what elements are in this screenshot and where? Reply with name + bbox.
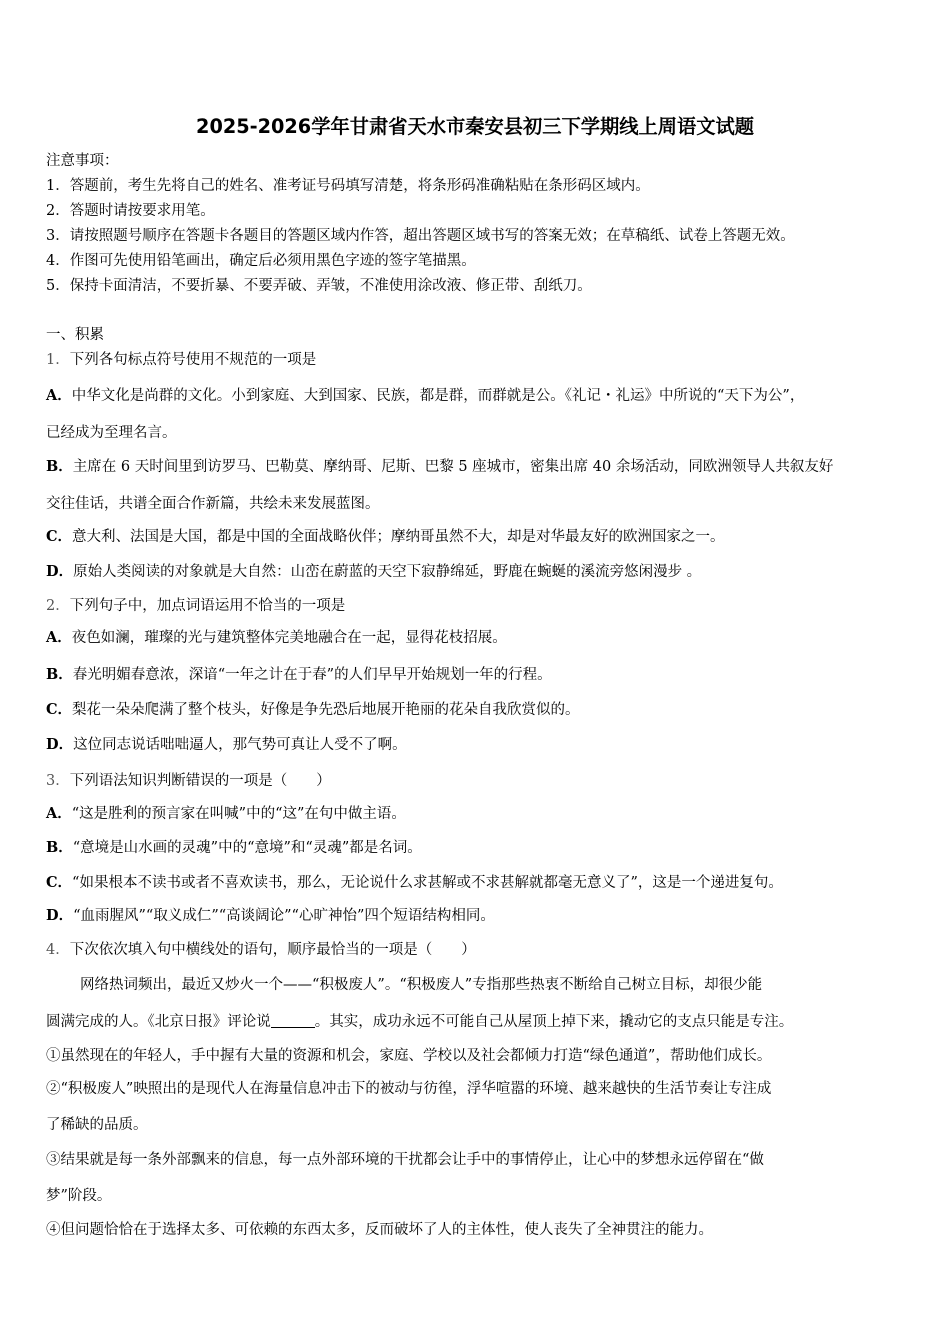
option-label: A．: [46, 387, 72, 404]
option-label: C．: [46, 528, 73, 545]
q1-option-a: [46, 386, 804, 406]
option-label: B．: [46, 458, 73, 475]
option-label: A．: [46, 629, 72, 646]
question-number: 1．: [46, 352, 70, 368]
option-text: 原始人类阅读的对象就是大自然：山峦在蔚蓝的天空下寂静绵延，野鹿在蜿蜒的溪流旁悠闲漫步 。: [73, 564, 702, 580]
q1-option-d: [46, 562, 701, 582]
option-label: D．: [46, 907, 74, 924]
q2-option-c: [46, 700, 580, 720]
q3-option-b: [46, 838, 422, 858]
question-1: [46, 350, 316, 370]
q1-option-c: [46, 527, 725, 547]
q4-item-2: ②“积极废人”映照出的是现代人在海量信息冲击下的被动与彷徨，浮华喧嚣的环境、越来越快的生活节奏让专注成: [46, 1081, 772, 1097]
option-label: D．: [46, 736, 74, 753]
option-label: C．: [46, 701, 73, 718]
section-heading: 一、积累: [46, 327, 104, 343]
q3-option-c: [46, 873, 783, 893]
q4-item-3-cont: 梦”阶段。: [46, 1188, 112, 1204]
question-number: 4．: [46, 942, 70, 958]
q1-option-b: [46, 457, 833, 477]
notice-item-2: 2．答题时请按要求用笔。: [46, 203, 215, 219]
question-stem: 下列句子中，加点词语运用不恰当的一项是: [69, 598, 346, 614]
option-label: C．: [46, 874, 73, 891]
option-text: “这是胜利的预言家在叫喊”中的“这”在句中做主语。: [71, 806, 406, 822]
q4-item-2-cont: 了稀缺的品质。: [46, 1117, 148, 1133]
q2-option-a: [46, 628, 507, 648]
q4-item-4: ④但问题恰恰在于选择太多、可依赖的东西太多，反而破坏了人的主体性，使人丧失了全神贯注的能力。: [46, 1222, 713, 1238]
option-text: 主席在 6 天时间里到访罗马、巴勒莫、摩纳哥、尼斯、巴黎 5 座城市，密集出席 40 余场活动，同欧洲领导人共叙友好: [72, 459, 834, 475]
option-text: “如果根本不读书或者不喜欢读书，那么，无论说什么求甚解或不求甚解就都毫无意义了”，这是一个递进复句。: [72, 875, 783, 891]
option-text: 梨花一朵朵爬满了整个枝头，好像是争先恐后地展开艳丽的花朵自我欣赏似的。: [72, 702, 580, 718]
question-stem: 下列各句标点符号使用不规范的一项是: [69, 352, 317, 368]
question-number: 2．: [46, 598, 70, 614]
option-text: 夜色如澜，璀璨的光与建筑整体完美地融合在一起，显得花枝招展。: [71, 630, 507, 646]
question-4: [46, 940, 476, 960]
question-stem: 下列语法知识判断错误的一项是（ ）: [69, 773, 331, 789]
option-label: A．: [46, 805, 72, 822]
q3-option-d: [46, 906, 495, 926]
q3-option-a: [46, 804, 406, 824]
option-label: D．: [46, 563, 74, 580]
notice-item-1: 1．答题前，考生先将自己的姓名、准考证号码填写清楚，将条形码准确粘贴在条形码区域内。: [46, 178, 650, 194]
option-text: 意大利、法国是大国，都是中国的全面战略伙伴；摩纳哥虽然不大，却是对华最友好的欧洲国家之一。: [72, 529, 725, 545]
q1-option-a-cont: 已经成为至理名言。: [46, 425, 177, 441]
q2-option-d: [46, 735, 407, 755]
notice-item-3: 3．请按照题号顺序在答题卡各题目的答题区域内作答，超出答题区域书写的答案无效；在草稿纸、试卷上答题无效。: [46, 228, 795, 244]
option-text: 春光明媚春意浓，深谙“一年之计在于春”的人们早早开始规划一年的行程。: [72, 667, 552, 683]
page-title: 2025-2026学年甘肃省天水市秦安县初三下学期线上周语文试题: [196, 115, 754, 138]
q1-option-b-cont: 交往佳话，共谱全面合作新篇，共绘未来发展蓝图。: [46, 496, 380, 512]
passage-text: 圆满完成的人。《北京日报》评论说: [46, 1014, 271, 1030]
option-text: “意境是山水画的灵魂”中的“意境”和“灵魂”都是名词。: [72, 840, 422, 856]
option-label: B．: [46, 666, 73, 683]
question-3: [46, 771, 331, 791]
fill-in-blank: [271, 1013, 315, 1028]
q4-passage-line-2: [46, 1012, 793, 1032]
notice-heading: 注意事项：: [46, 153, 119, 169]
q4-item-1: ①虽然现在的年轻人，手中握有大量的资源和机会，家庭、学校以及社会都倾力打造“绿色通道”，帮助他们成长。: [46, 1048, 772, 1064]
q4-passage-line-1: 网络热词频出，最近又炒火一个——“积极废人”。“积极废人”专指那些热衷不断给自己树立目标，却很少能: [80, 977, 763, 993]
passage-text: 。其实，成功永远不可能自己从屋顶上掉下来，撬动它的支点只能是专注。: [314, 1014, 794, 1030]
notice-item-4: 4．作图可先使用铅笔画出，确定后必须用黑色字迹的签字笔描黑。: [46, 253, 476, 269]
question-stem: 下次依次填入句中横线处的语句，顺序最恰当的一项是（ ）: [69, 942, 476, 958]
q4-item-3: ③结果就是每一条外部飘来的信息，每一点外部环境的干扰都会让手中的事情停止，让心中的梦想永远停留在“做: [46, 1152, 764, 1168]
option-text: “血雨腥风”“取义成仁”“高谈阔论”“心旷神怡”四个短语结构相同。: [73, 908, 495, 924]
q2-option-b: [46, 665, 552, 685]
option-label: B．: [46, 839, 73, 856]
option-text: 中华文化是尚群的文化。小到家庭、大到国家、民族，都是群，而群就是公。《礼记・礼运》中所说的“天下为公”，: [71, 388, 805, 404]
notice-item-5: 5．保持卡面清洁，不要折暴、不要弄破、弄皱，不准使用涂改液、修正带、刮纸刀。: [46, 278, 592, 294]
question-number: 3．: [46, 773, 70, 789]
option-text: 这位同志说话咄咄逼人，那气势可真让人受不了啊。: [73, 737, 407, 753]
question-2: [46, 596, 345, 616]
